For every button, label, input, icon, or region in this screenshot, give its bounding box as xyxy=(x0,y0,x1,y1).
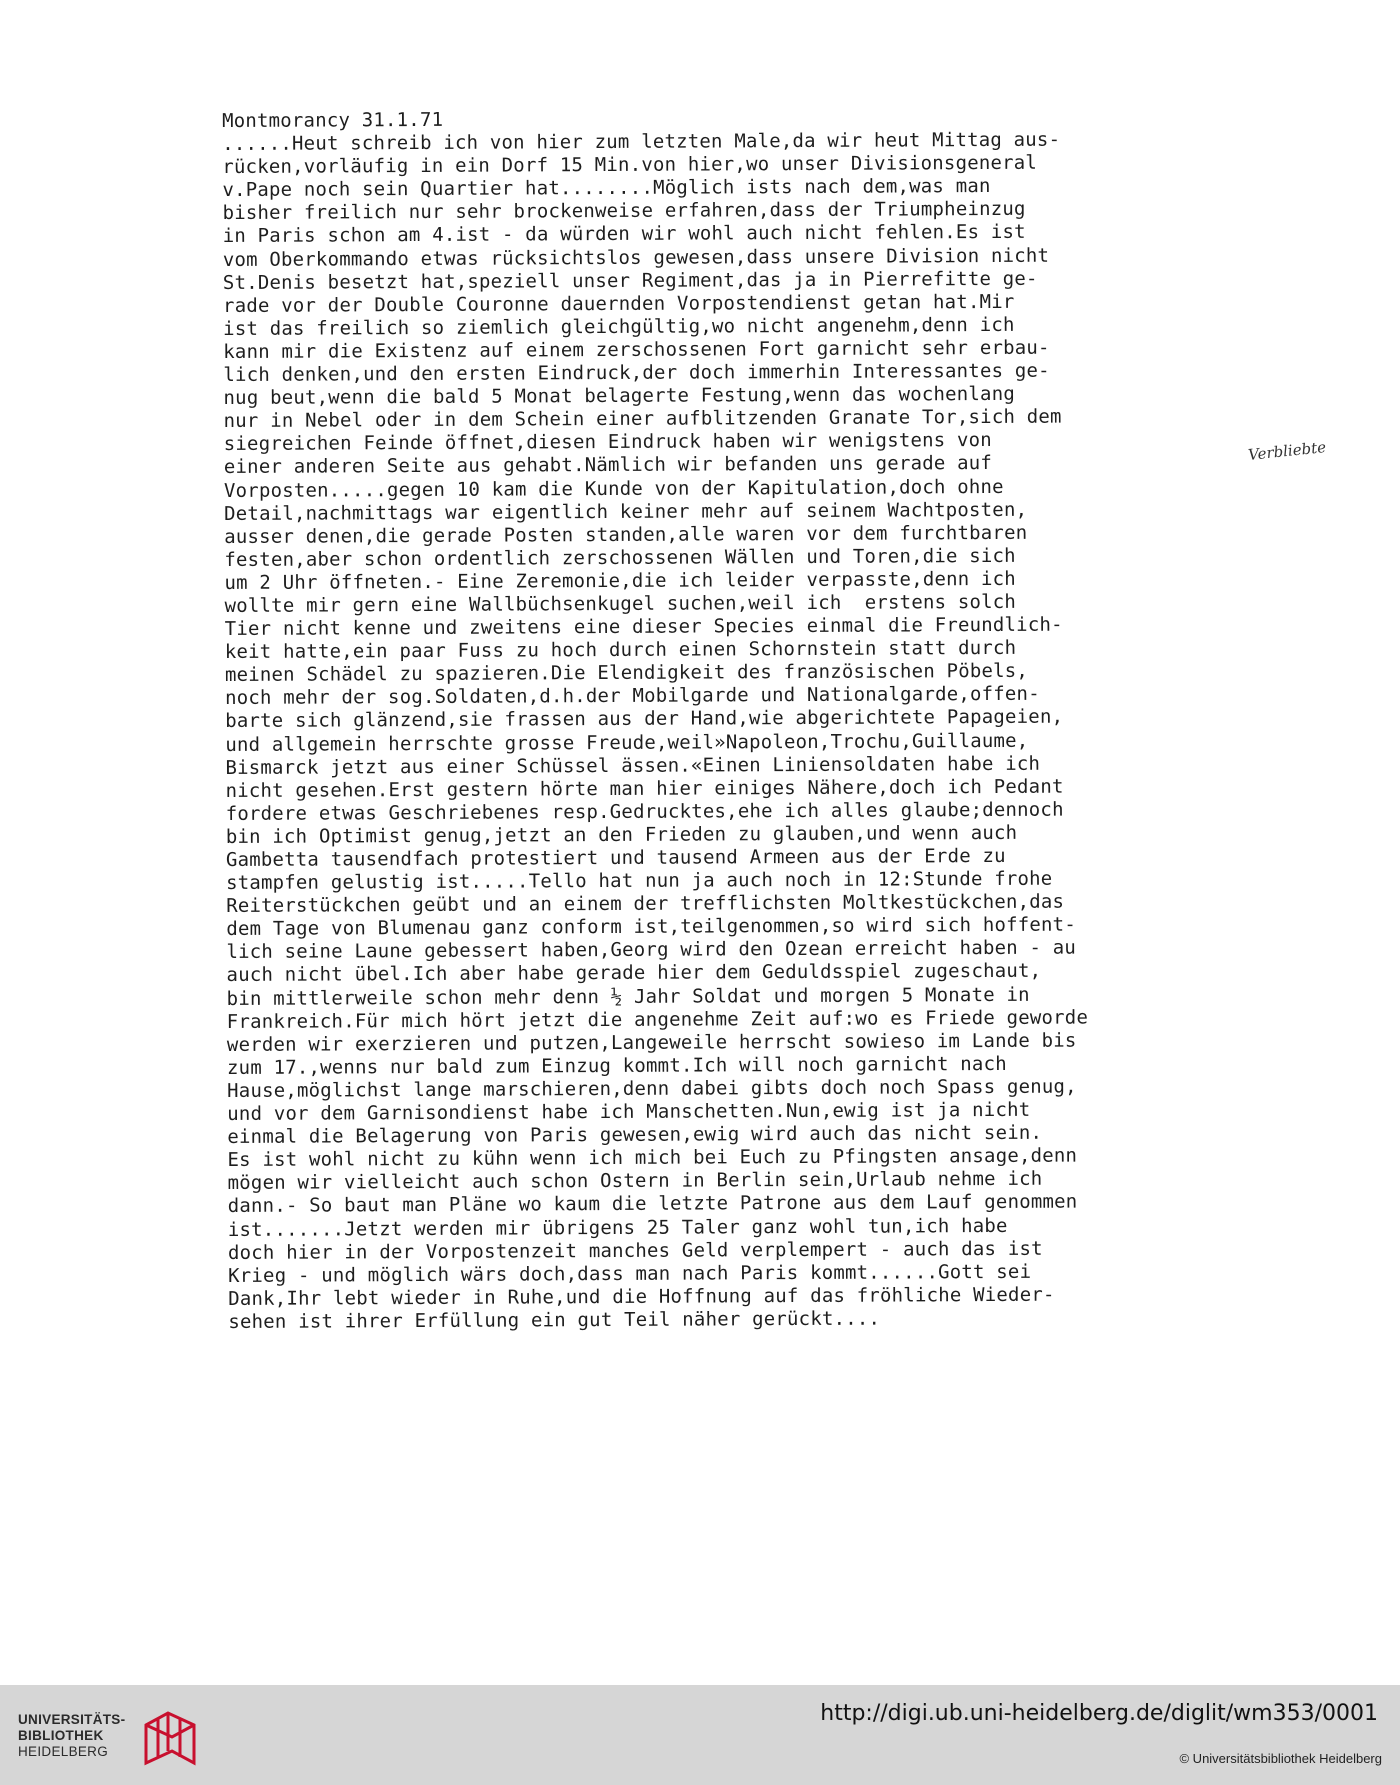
logo-wordmark xyxy=(18,1712,125,1760)
letter-line: nur in Nebel oder in dem Schein einer aufblitzenden Granate Tor,sich dem xyxy=(223,405,1062,433)
letter-line: v.Pape noch sein Quartier hat........Möglich ists nach dem,was man xyxy=(222,175,991,202)
letter-line: Krieg - und möglich wärs doch,dass man nach Paris kommt......Gott sei xyxy=(228,1260,1032,1287)
library-book-icon xyxy=(136,1703,208,1769)
letter-line: Hause,möglichst lange marschieren,denn dabei gibts doch noch Spass genug, xyxy=(227,1075,1077,1102)
letter-line: bin ich Optimist genug,jetzt an den Frieden zu glauben,und wenn auch xyxy=(225,821,1018,848)
letter-line: vom Oberkommando etwas rücksichtslos gewesen,dass unsere Division nicht xyxy=(222,244,1050,271)
letter-line: dann.- So baut man Pläne wo kaum die letzte Patrone aus dem Lauf genommen xyxy=(227,1190,1078,1218)
copyright-notice: © Universitätsbibliothek Heidelberg xyxy=(1179,1751,1382,1766)
letter-line: sehen ist ihrer Erfüllung ein gut Teil näher gerückt.... xyxy=(228,1307,881,1333)
letter-line: Bismarck jetzt aus einer Schüssel ässen.«Einen Liniensoldaten habe ich xyxy=(225,752,1041,779)
handwritten-margin-note: Verbliebte xyxy=(1247,437,1327,465)
letter-line: lich denken,und den ersten Eindruck,der doch immerhin Interessantes ge- xyxy=(223,359,1050,387)
letter-line: keit hatte,ein paar Fuss zu hoch durch einen Schornstein statt durch xyxy=(224,637,1017,664)
letter-line: auch nicht übel.Ich aber habe gerade hier dem Geduldsspiel zugeschaut, xyxy=(226,960,1042,987)
logo-line-3: HEIDELBERG xyxy=(18,1744,109,1759)
letter-line: in Paris schon am 4.ist - da würden wir wohl auch nicht fehlen.Es ist xyxy=(222,221,1026,248)
letter-line: ist.......Jetzt werden mir übrigens 25 Taler ganz wohl tun,ich habe xyxy=(227,1214,1008,1241)
letter-line: Montmorancy 31.1.71 xyxy=(222,108,444,132)
letter-line: Es ist wohl nicht zu kühn wenn ich mich bei Euch zu Pfingsten ansage,denn xyxy=(227,1144,1078,1172)
letter-line: ausser denen,die gerade Posten standen,alle waren vor dem furchtbaren xyxy=(224,521,1028,548)
letter-line: nug beut,wenn die bald 5 Monat belagerte Festung,wenn das wochenlang xyxy=(223,382,1016,410)
letter-line: einmal die Belagerung von Paris gewesen,ewig wird auch das nicht sein. xyxy=(227,1121,1043,1149)
letter-line: mögen wir vielleicht auch schon Ostern in Berlin sein,Urlaub nehme ich xyxy=(227,1168,1043,1195)
logo-line-1: UNIVERSITÄTS- xyxy=(18,1712,126,1727)
letter-line: Gambetta tausendfach protestiert und tausend Armeen aus der Erde zu xyxy=(225,844,1006,871)
letter-line: doch hier in der Vorpostenzeit manches Geld verplempert - auch das ist xyxy=(227,1237,1043,1264)
letter-line: fordere etwas Geschriebenes resp.Gedrucktes,ehe ich alles glaube;dennoch xyxy=(225,798,1064,825)
typewritten-letter xyxy=(222,104,1358,1334)
letter-line: und allgemein herrschte grosse Freude,weil»Napoleon,Trochu,Guillaume, xyxy=(225,729,1029,756)
document-url-link[interactable]: http://digi.ub.uni-heidelberg.de/diglit/wm353/0001 xyxy=(820,1701,1378,1726)
letter-line: dem Tage von Blumenau ganz conform ist,teilgenommen,so wird sich hoffent- xyxy=(226,913,1076,941)
letter-line: bin mittlerweile schon mehr denn ½ Jahr Soldat und morgen 5 Monate in xyxy=(226,983,1030,1010)
letter-line: bisher freilich nur sehr brockenweise erfahren,dass der Triumpheinzug xyxy=(222,198,1026,225)
letter-line: wollte mir gern eine Wallbüchsenkugel suchen,weil ich erstens solch xyxy=(224,590,1017,617)
letter-line: festen,aber schon ordentlich zerschossenen Wällen und Toren,die sich xyxy=(224,544,1016,571)
letter-line: Detail,nachmittags war eigentlich keiner mehr auf seinem Wachtposten, xyxy=(224,498,1028,525)
letter-line: Vorposten.....gegen 10 kam die Kunde von der Kapitulation,doch ohne xyxy=(223,475,1004,502)
letter-line: meinen Schädel zu spazieren.Die Elendigkeit des französischen Pöbels, xyxy=(224,660,1029,687)
letter-line: um 2 Uhr öffneten.- Eine Zeremonie,die ich leider verpasste,denn ich xyxy=(224,567,1016,594)
library-logo[interactable] xyxy=(18,1703,208,1769)
letter-line: rade vor der Double Couronne dauernden Vorpostendienst getan hat.Mir xyxy=(222,290,1015,317)
letter-line: stampfen gelustig ist.....Tello hat nun ja auch noch in 12:Stunde frohe xyxy=(225,867,1053,895)
logo-line-2: BIBLIOTHEK xyxy=(18,1728,104,1743)
letter-line: Reiterstückchen geübt und an einem der trefflichsten Moltkestückchen,das xyxy=(226,890,1065,918)
letter-line: Frankreich.Für mich hört jetzt die angenehme Zeit auf:wo es Friede geworde xyxy=(226,1006,1089,1033)
letter-line: barte sich glänzend,sie frassen aus der Hand,wie abgerichtete Papageien, xyxy=(225,706,1064,733)
library-footer xyxy=(0,1685,1400,1785)
letter-line: siegreichen Feinde öffnet,diesen Eindruck haben wir wenigstens von xyxy=(223,429,992,456)
letter-line: und vor dem Garnisondienst habe ich Manschetten.Nun,ewig ist ja nicht xyxy=(227,1098,1031,1126)
letter-line: rücken,vorläufig in ein Dorf 15 Min.von hier,wo unser Divisionsgeneral xyxy=(222,151,1038,179)
letter-line: nicht gesehen.Erst gestern hörte man hier einiges Nähere,doch ich Pedant xyxy=(225,775,1064,802)
letter-line: ......Heut schreib ich von hier zum letzten Male,da wir heut Mittag aus- xyxy=(222,128,1061,156)
letter-line: zum 17.,wenns nur bald zum Einzug kommt.Ich will noch garnicht nach xyxy=(226,1052,1007,1079)
letter-line: werden wir exerzieren und putzen,Langeweile herrscht sowieso im Lande bis xyxy=(226,1029,1077,1056)
letter-line: St.Denis besetzt hat,speziell unser Regiment,das ja in Pierrefitte ge- xyxy=(222,267,1038,294)
letter-line: Dank,Ihr lebt wieder in Ruhe,und die Hoffnung auf das fröhliche Wieder- xyxy=(228,1283,1055,1310)
letter-line: einer anderen Seite aus gehabt.Nämlich wir befanden uns gerade auf xyxy=(223,452,993,479)
letter-line: kann mir die Existenz auf einem zerschossenen Fort garnicht sehr erbau- xyxy=(223,336,1050,363)
letter-line: Tier nicht kenne und zweitens eine dieser Species einmal die Freundlich- xyxy=(224,613,1063,641)
letter-line: ist das freilich so ziemlich gleichgültig,wo nicht angenehm,denn ich xyxy=(223,313,1015,340)
letter-line: noch mehr der sog.Soldaten,d.h.der Mobilgarde und Nationalgarde,offen- xyxy=(225,683,1040,710)
letter-line: lich seine Laune gebessert haben,Georg wird den Ozean erreicht haben - au xyxy=(226,936,1077,964)
